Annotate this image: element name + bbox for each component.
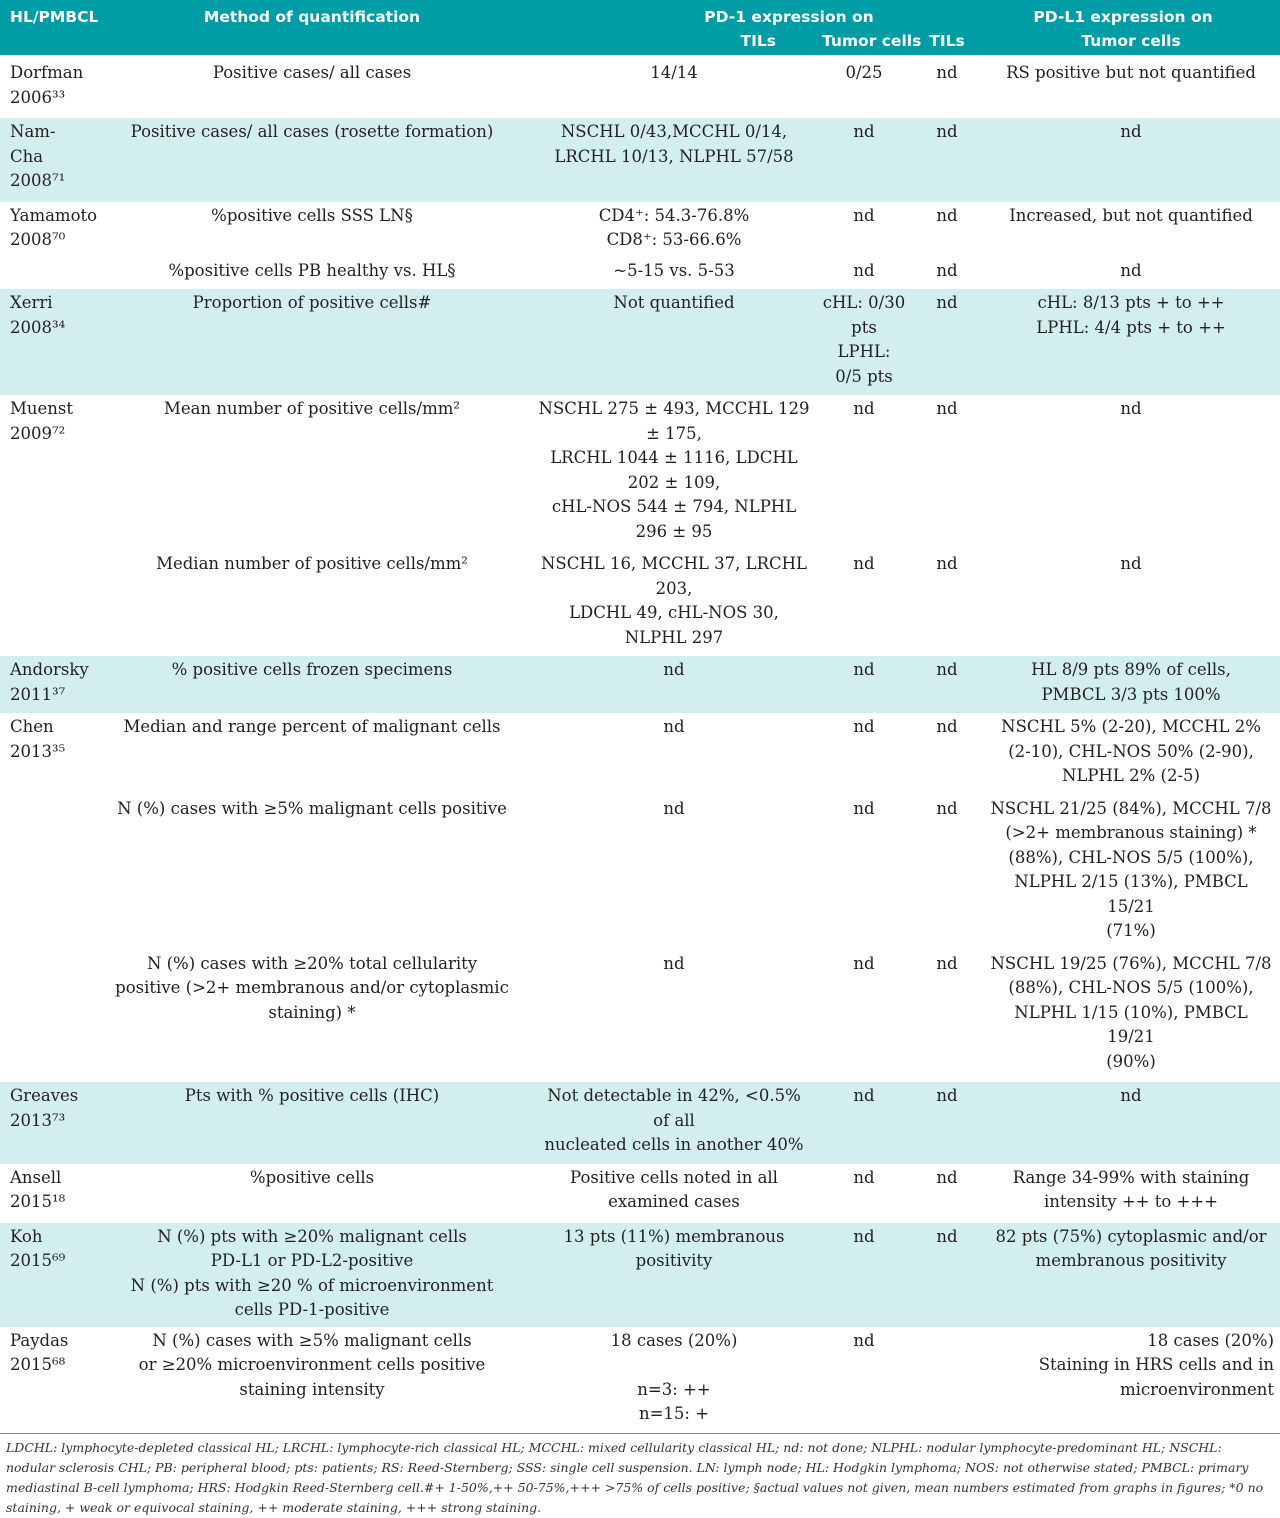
table-row <box>0 1082 1280 1164</box>
pd1-tils-cell: NSCHL 275 ± 493, MCCHL 129 ± 175, LRCHL 1044 ± 1116, LDCHL 202 ± 109, cHL-NOS 544 ± 794, NLPHL 296 ± 95 <box>538 399 810 541</box>
pd1-tumor-cell: nd <box>853 205 875 225</box>
header-pdl1-tumor: Tumor cells <box>982 29 1280 55</box>
pdl1-tils-cell: nd <box>936 63 958 82</box>
pdl1-tils-cell: nd <box>912 1082 982 1164</box>
pdl1-tils-cell: nd <box>936 260 958 280</box>
table-body <box>0 55 1280 1427</box>
pd1-tils-cell: 13 pts (11%) membranous positivity <box>532 1223 816 1327</box>
pdl1-tumor-cell: HL 8/9 pts 89% of cells, PMBCL 3/3 pts 100% <box>982 656 1280 713</box>
pd1-tils-cell: Not quantified <box>532 289 816 395</box>
pd1-tumor-cell: nd <box>816 118 912 202</box>
pdl1-tils-cell: nd <box>936 798 958 818</box>
study-cell: Chen 2013³⁵ <box>10 717 66 761</box>
pd1-tumor-cell: cHL: 0/30 pts LPHL: 0/5 pts <box>816 289 912 395</box>
method-cell: N (%) pts with ≥20% malignant cells PD-L1 or PD-L2-positive N (%) pts with ≥20 % of microenvironment cells PD-1-positive <box>92 1223 532 1327</box>
pdl1-tumor-cell: nd <box>1120 260 1142 280</box>
pd1-tumor-cell: nd <box>816 1223 912 1327</box>
pd1-tils-cell: CD4⁺: 54.3-76.8% CD8⁺: 53-66.6% <box>598 205 750 249</box>
table-row <box>0 395 1280 552</box>
pd1-tils-cell: Positive cells noted in all examined cases <box>570 1167 778 1211</box>
header-pdl1-group: PD-L1 expression on <box>912 0 1280 29</box>
pd1-tumor-cell: nd <box>853 1167 875 1187</box>
pdl1-tils-cell: nd <box>936 953 958 973</box>
pd1-tils-cell: 18 cases (20%) n=3: ++ n=15: + <box>610 1330 738 1423</box>
study-cell: Greaves 2013⁷³ <box>0 1082 92 1164</box>
method-cell: Positive cases/ all cases <box>212 63 412 82</box>
pdl1-tumor-cell: RS positive but not quantified <box>1006 63 1256 82</box>
method-cell: % positive cells frozen specimens <box>92 656 532 713</box>
pdl1-tumor-cell: Range 34-99% with staining intensity ++ to +++ <box>1012 1167 1250 1211</box>
header-hl-pmbcl: HL/PMBCL <box>0 0 92 29</box>
pd1-tils-cell: Not detectable in 42%, <0.5% of all nucleated cells in another 40% <box>532 1082 816 1164</box>
method-cell: Proportion of positive cells# <box>92 289 532 395</box>
pdl1-tils-cell: nd <box>912 656 982 713</box>
study-cell: Muenst 2009⁷² <box>10 399 74 443</box>
method-cell: Median and range percent of malignant cells <box>123 717 501 736</box>
method-cell: N (%) cases with ≥5% malignant cells or ≥20% microenvironment cells positive staining intensity <box>138 1330 486 1399</box>
pd1-tils-cell: nd <box>663 717 685 736</box>
table-row <box>0 1223 1280 1327</box>
method-cell: %positive cells PB healthy vs. HL§ <box>168 260 456 280</box>
table-row <box>0 289 1280 395</box>
study-cell: Dorfman 2006³³ <box>10 63 84 107</box>
table-row <box>0 797 1280 952</box>
method-cell: Mean number of positive cells/mm² <box>164 399 460 418</box>
pd1-tumor-cell: nd <box>816 1082 912 1164</box>
study-cell: Xerri 2008³⁴ <box>0 289 92 395</box>
header-pd1-tumor: Tumor cells <box>816 29 912 55</box>
pdl1-tumor-cell: 82 pts (75%) cytoplasmic and/or membranous positivity <box>982 1223 1280 1327</box>
pdl1-tils-cell: nd <box>936 1167 958 1187</box>
table-row <box>0 952 1280 1083</box>
table-row <box>0 1164 1280 1223</box>
pdl1-tumor-cell: Increased, but not quantified <box>1009 205 1253 225</box>
pd1-tils-cell: NSCHL 16, MCCHL 37, LRCHL 203, LDCHL 49, cHL-NOS 30, NLPHL 297 <box>540 554 807 647</box>
table-row <box>0 1327 1280 1427</box>
study-cell: Andorsky 2011³⁷ <box>0 656 92 713</box>
method-cell: %positive cells <box>249 1167 375 1187</box>
pdl1-tils-cell: nd <box>936 205 958 225</box>
header-row-2 <box>0 29 1280 55</box>
pd1-tumor-cell: nd <box>853 399 875 418</box>
pdl1-tils-cell: nd <box>936 399 958 418</box>
method-cell: N (%) cases with ≥20% total cellularity positive (>2+ membranous and/or cytoplasmic staining) * <box>115 953 509 1022</box>
table-row <box>0 552 1280 656</box>
pd1-tumor-cell: nd <box>853 1330 875 1350</box>
pd1-tumor-cell: nd <box>853 798 875 818</box>
table-row <box>0 713 1280 797</box>
pd1-tils-cell: ~5-15 vs. 5-53 <box>613 260 735 280</box>
method-cell: Median number of positive cells/mm² <box>156 554 468 573</box>
pdl1-merged-cell: 18 cases (20%) Staining in HRS cells and in microenvironment <box>1038 1330 1275 1399</box>
study-cell: Yamamoto 2008⁷⁰ <box>10 205 98 249</box>
table-row <box>0 656 1280 713</box>
method-cell: %positive cells SSS LN§ <box>211 205 413 225</box>
pd1-tils-cell: 14/14 <box>650 63 698 82</box>
pdl1-tils-cell: nd <box>912 118 982 202</box>
table-row <box>0 118 1280 202</box>
table-row <box>0 202 1280 259</box>
method-cell: N (%) cases with ≥5% malignant cells positive <box>117 798 507 818</box>
study-cell: Nam-Cha 2008⁷¹ <box>0 118 92 202</box>
study-cell: Ansell 2015¹⁸ <box>10 1167 66 1211</box>
pd1-tils-cell: NSCHL 0/43,MCCHL 0/14, LRCHL 10/13, NLPHL 57/58 <box>532 118 816 202</box>
pdl1-tumor-cell: NSCHL 5% (2-20), MCCHL 2% (2-10), CHL-NOS 50% (2-90), NLPHL 2% (2-5) <box>1001 717 1261 785</box>
header-row-1 <box>0 0 1280 29</box>
pdl1-tils-cell: nd <box>936 717 958 736</box>
pd1-tumor-cell: nd <box>816 656 912 713</box>
pd1-tils-cell: nd <box>663 953 685 973</box>
study-cell <box>0 797 92 952</box>
pdl1-tumor-cell: nd <box>982 118 1280 202</box>
header-pd1-group: PD-1 expression on <box>532 0 912 29</box>
pd1-tumor-cell: nd <box>853 953 875 973</box>
study-cell <box>0 259 92 290</box>
header-method: Method of quantification <box>92 0 532 29</box>
study-cell: Koh 2015⁶⁹ <box>0 1223 92 1327</box>
pd1-tumor-cell: nd <box>853 717 875 736</box>
pdl1-tils-cell: nd <box>936 554 958 573</box>
pd1-tils-cell: nd <box>663 798 685 818</box>
pdl1-tumor-cell: NSCHL 21/25 (84%), MCCHL 7/8 (>2+ membranous staining) * (88%), CHL-NOS 5/5 (100%), NLPHL 2/15 (13%), PMBCL 15/21 (71%) <box>990 798 1272 940</box>
table-row <box>0 55 1280 118</box>
pdl1-tumor-cell: nd <box>1120 554 1142 573</box>
method-cell: Positive cases/ all cases (rosette formation) <box>92 118 532 202</box>
header-pdl1-tils: TILs <box>912 29 982 55</box>
pdl1-tumor-cell: nd <box>982 1082 1280 1164</box>
pdl1-tumor-cell: NSCHL 19/25 (76%), MCCHL 7/8 (88%), CHL-NOS 5/5 (100%), NLPHL 1/15 (10%), PMBCL 19/21 (90%) <box>990 953 1272 1071</box>
header-pd1-tils: TILs <box>532 29 816 55</box>
study-cell <box>0 552 92 656</box>
pd1-tumor-cell: 0/25 <box>845 63 883 82</box>
pdl1-tils-cell: nd <box>912 289 982 395</box>
pdl1-tumor-cell: cHL: 8/13 pts + to ++ LPHL: 4/4 pts + to ++ <box>982 289 1280 395</box>
pdl1-tumor-cell: nd <box>1120 399 1142 418</box>
pd1-tils-cell: nd <box>532 656 816 713</box>
table-footnote: LDCHL: lymphocyte-depleted classical HL; LRCHL: lymphocyte-rich classical HL; MCCHL: mixed cellularity classical HL; nd: not done; NLPHL: nodular lymphocyte-predominant HL; NSCHL: nodular sclerosis CHL; PB: peripheral blood; pts: patients; RS: Reed-Sternberg; SSS: single cell suspension. LN: lymph node; HL: Hodgkin lymphoma; NOS: not otherwise stated; PMBCL: primary mediastinal B-cell lymphoma; HRS: Hodgkin Reed-Sternberg cell.#+ 1-50%,++ 50-75%,+++ >75% of cells positive; §actual values not given, mean numbers estimated from graphs in figures; *0 no staining, + weak or equivocal staining, ++ moderate staining, +++ strong staining. <box>0 1433 1280 1518</box>
pdl1-tils-cell: nd <box>912 1223 982 1327</box>
pd1-tumor-cell: nd <box>853 554 875 573</box>
table-row <box>0 259 1280 290</box>
study-cell <box>0 952 92 1083</box>
method-cell: Pts with % positive cells (IHC) <box>92 1082 532 1164</box>
pd1-tumor-cell: nd <box>853 260 875 280</box>
study-cell: Paydas 2015⁶⁸ <box>10 1330 69 1374</box>
